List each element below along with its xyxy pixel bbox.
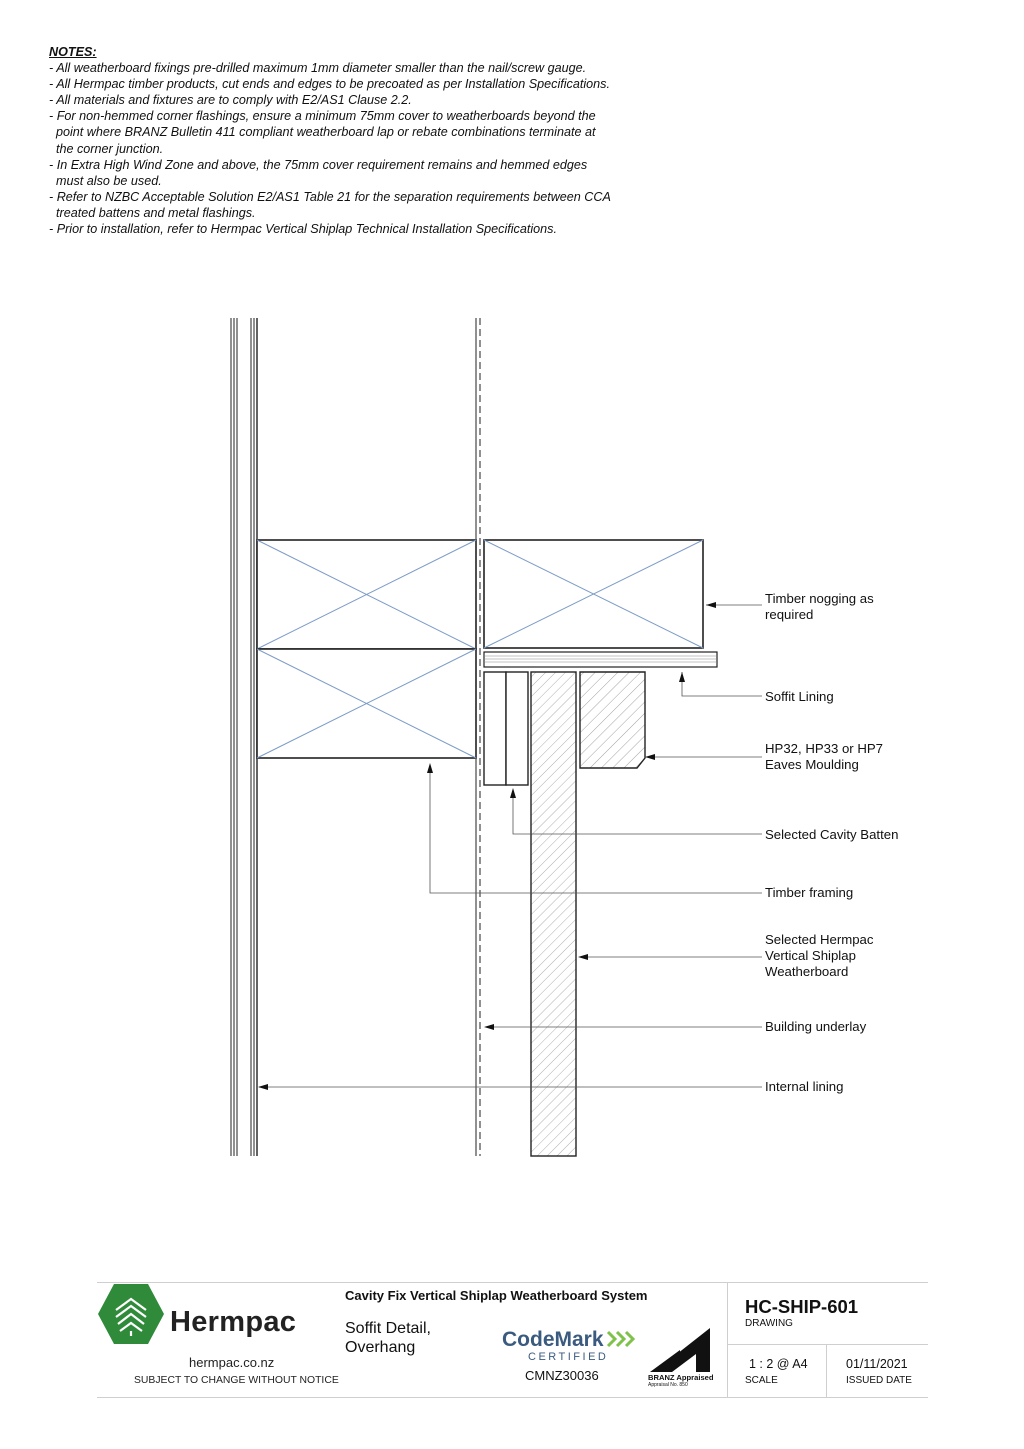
- hermpac-logo-icon: [98, 1284, 164, 1344]
- label-weatherboard: Selected Hermpac Vertical Shiplap Weatherboard: [765, 932, 874, 979]
- label-internal-lining: Internal lining: [765, 1079, 844, 1094]
- issued-date: 01/11/2021: [846, 1357, 908, 1371]
- codemark-number: CMNZ30036: [525, 1368, 599, 1383]
- codemark-certified: CERTIFIED: [528, 1351, 609, 1363]
- scale-value: 1 : 2 @ A4: [749, 1357, 808, 1371]
- soffit-lining: [484, 652, 717, 667]
- note-line: - All Hermpac timber products, cut ends and edges to be precoated as per Installation Specifications.: [49, 77, 610, 92]
- detail-title-line1: Soffit Detail,: [345, 1320, 431, 1337]
- cavity-batten: [484, 672, 528, 785]
- chevron-right-icon: [606, 1330, 636, 1348]
- note-line: - For non-hemmed corner flashings, ensure a minimum 75mm cover to weatherboards beyond the: [49, 109, 596, 124]
- drawing-label: DRAWING: [745, 1318, 793, 1329]
- label-timber-framing: Timber framing: [765, 885, 854, 900]
- internal-lining-lines: [231, 318, 257, 1156]
- title-block-divider: [727, 1344, 928, 1345]
- timber-framing-bottom: [257, 649, 476, 758]
- notes-heading: NOTES:: [49, 45, 97, 59]
- note-line: - Refer to NZBC Acceptable Solution E2/AS1 Table 21 for the separation requirements between CCA: [49, 189, 611, 204]
- eaves-moulding: [580, 672, 645, 768]
- note-line: point where BRANZ Bulletin 411 compliant weatherboard lap or rebate combinations terminate at: [49, 125, 596, 140]
- note-line: - All materials and fixtures are to comply with E2/AS1 Clause 2.2.: [49, 93, 412, 108]
- label-cavity-batten: Selected Cavity Batten: [765, 827, 899, 842]
- brand-name: Hermpac: [170, 1306, 297, 1338]
- label-building-underlay: Building underlay: [765, 1019, 867, 1034]
- change-notice: SUBJECT TO CHANGE WITHOUT NOTICE: [134, 1375, 339, 1386]
- note-line: - In Extra High Wind Zone and above, the 75mm cover requirement remains and hemmed edges: [49, 157, 588, 172]
- note-line: treated battens and metal flashings.: [49, 205, 256, 220]
- branz-logo-icon: [650, 1328, 710, 1372]
- title-block-divider: [727, 1282, 728, 1398]
- title-block-border-bottom: [97, 1397, 928, 1398]
- label-soffit-lining: Soffit Lining: [765, 689, 834, 704]
- system-title: Cavity Fix Vertical Shiplap Weatherboard System: [345, 1288, 648, 1303]
- label-eaves-moulding: HP32, HP33 or HP7 Eaves Moulding: [765, 741, 884, 772]
- timber-framing-top: [257, 540, 476, 649]
- note-line: the corner junction.: [49, 141, 164, 156]
- title-block-border-top: [97, 1282, 928, 1283]
- scale-label: SCALE: [745, 1375, 778, 1386]
- issued-date-label: ISSUED DATE: [846, 1375, 912, 1386]
- weatherboard: [531, 672, 576, 1156]
- note-line: - Prior to installation, refer to Hermpac Vertical Shiplap Technical Installation Specifications.: [49, 222, 557, 237]
- branz-appraisal-number: Appraisal No. 850: [648, 1382, 688, 1388]
- note-line: - All weatherboard fixings pre-drilled maximum 1mm diameter smaller than the nail/screw gauge.: [49, 61, 587, 76]
- timber-nogging: [484, 540, 703, 648]
- title-block-divider: [826, 1344, 827, 1398]
- drawing-number: HC-SHIP-601: [745, 1296, 859, 1317]
- branz-appraised: BRANZ Appraised: [648, 1373, 714, 1382]
- codemark-logo: CodeMark: [502, 1328, 604, 1351]
- note-line: must also be used.: [49, 173, 162, 188]
- website-link[interactable]: hermpac.co.nz: [189, 1355, 275, 1370]
- label-timber-nogging: Timber nogging as required: [765, 591, 874, 622]
- detail-title-line2: Overhang: [345, 1339, 416, 1356]
